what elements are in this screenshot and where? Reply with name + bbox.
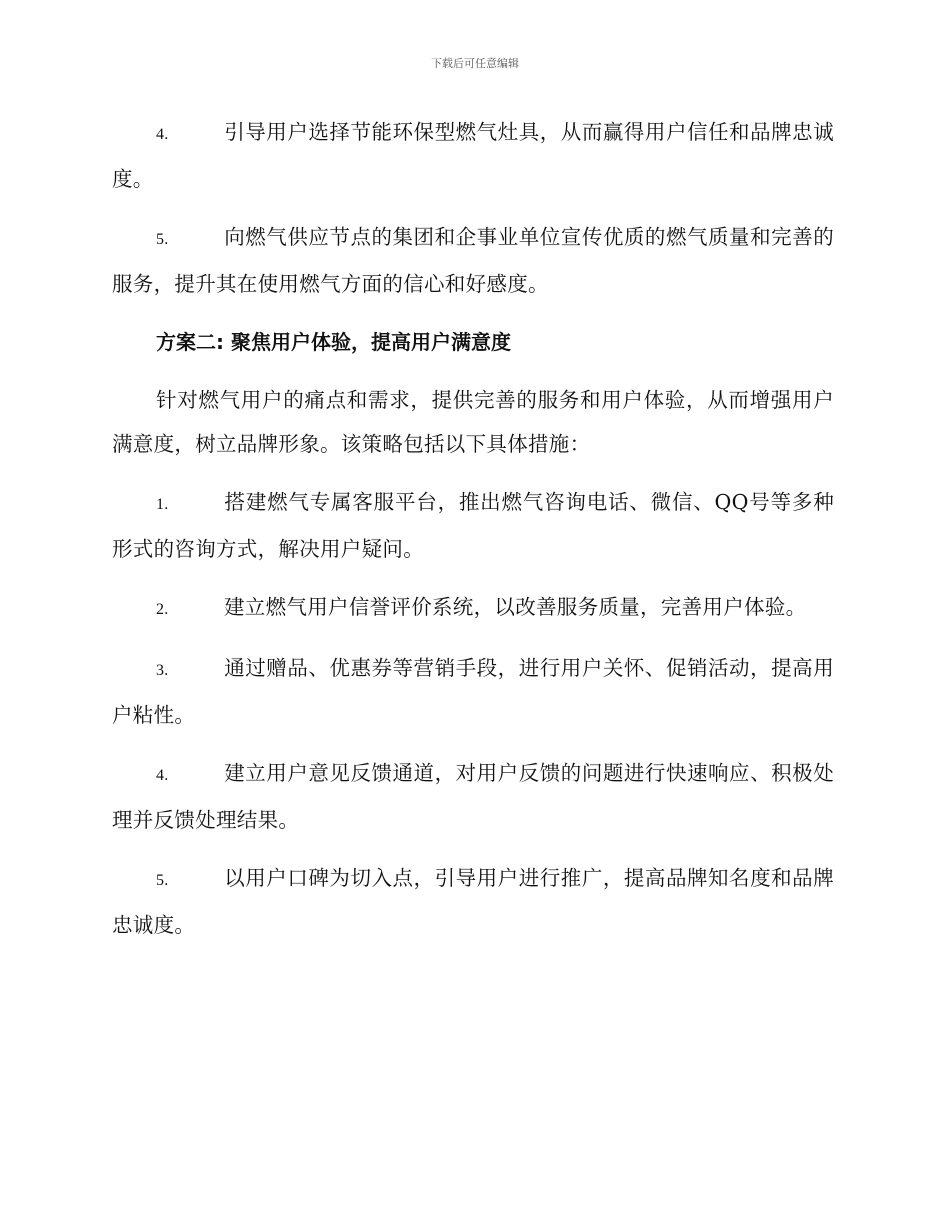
list-text: 向燃气供应节点的集团和企事业单位宣传优质的燃气质量和完善的服务，提升其在使用燃气方面的信心和好感度。 bbox=[112, 225, 834, 296]
list-number: 4. bbox=[156, 126, 169, 143]
list-number: 2. bbox=[156, 601, 169, 618]
list-text: 引导用户选择节能环保型燃气灶具，从而赢得用户信任和品牌忠诚度。 bbox=[112, 120, 834, 191]
intro-paragraph: 针对燃气用户的痛点和需求，提供完善的服务和用户体验，从而增强用户满意度，树立品牌形象。该策略包括以下具体措施： bbox=[112, 388, 834, 456]
list-item bbox=[112, 856, 834, 947]
list-number: 1. bbox=[156, 496, 169, 513]
list-item bbox=[112, 215, 834, 306]
list-item bbox=[112, 646, 834, 737]
list-text: 搭建燃气专属客服平台，推出燃气咨询电话、微信、QQ号等多种形式的咨询方式，解决用户疑问。 bbox=[112, 490, 834, 561]
list-text: 通过赠品、优惠券等营销手段，进行用户关怀、促销活动，提高用户粘性。 bbox=[112, 656, 834, 727]
list-item bbox=[112, 480, 834, 571]
list-number: 4. bbox=[156, 767, 169, 784]
list-text: 以用户口碑为切入点，引导用户进行推广，提高品牌知名度和品牌忠诚度。 bbox=[112, 866, 834, 937]
list-item bbox=[112, 751, 834, 842]
list-text: 建立用户意见反馈通道，对用户反馈的问题进行快速响应、积极处理并反馈处理结果。 bbox=[112, 761, 834, 832]
list-number: 5. bbox=[156, 231, 169, 248]
list-item bbox=[112, 585, 834, 632]
page-header: 下载后可任意编辑 bbox=[431, 57, 519, 70]
list-text: 建立燃气用户信誉评价系统，以改善服务质量，完善用户体验。 bbox=[224, 595, 807, 619]
list-number: 5. bbox=[156, 872, 169, 889]
list-item bbox=[112, 110, 834, 201]
list-number: 3. bbox=[156, 662, 169, 679]
document-body bbox=[112, 110, 834, 961]
section-heading: 方案二: 聚焦用户体验，提高用户满意度 bbox=[156, 330, 511, 354]
